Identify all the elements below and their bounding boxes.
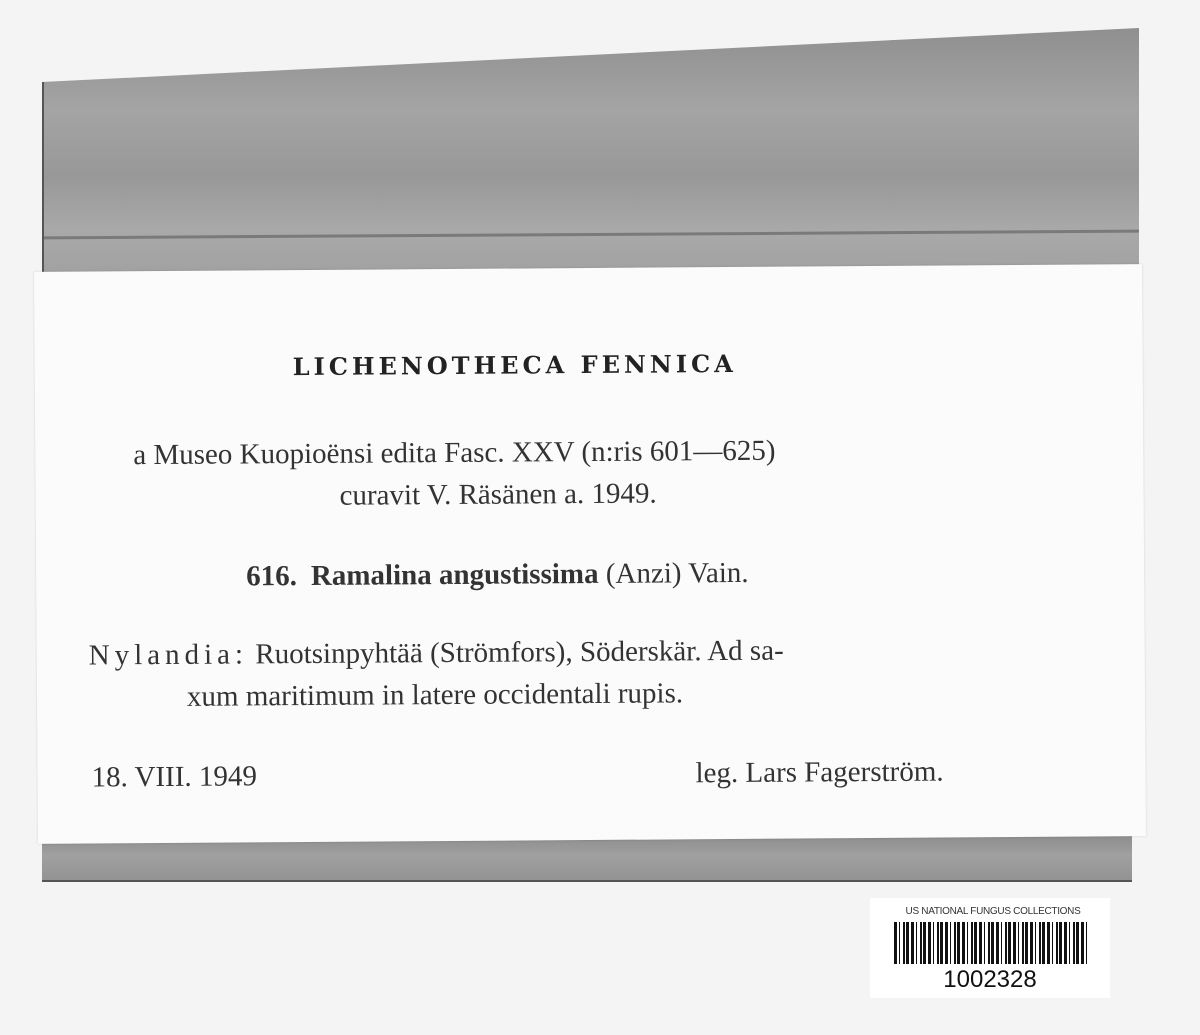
specimen-number: 616. [246,560,298,593]
barcode-icon [894,922,1090,964]
packet-fold-line [44,230,1139,240]
locality-detail: Ruotsinpyhtää (Strömfors), Söderskär. Ad sa- [255,634,784,671]
barcode-number: 1002328 [943,966,1037,993]
locality-region: Nylandia: [88,638,249,672]
barcode-label [870,898,1110,998]
locality-line-2: xum maritimum in latere occidentali rupis. [186,677,684,713]
barcode-caption: US NATIONAL FUNGUS COLLECTIONS [905,906,1081,917]
specimen-name-line [246,557,749,594]
herbarium-label [34,264,1146,844]
editor-line: curavit V. Räsänen a. 1949. [339,477,657,512]
specimen-packet-top [42,28,1139,298]
locality-line [89,635,784,673]
publication-line: a Museo Kuopioënsi edita Fasc. XXV (n:ris 601—625) [133,434,776,472]
species-authority: (Anzi) Vain. [605,556,749,590]
collector: leg. Lars Fagerström. [695,755,944,790]
collection-date: 18. VIII. 1949 [91,760,258,794]
label-title: LICHENOTHECA FENNICA [292,348,737,382]
species-name: Ramalina angustissima [310,557,599,592]
